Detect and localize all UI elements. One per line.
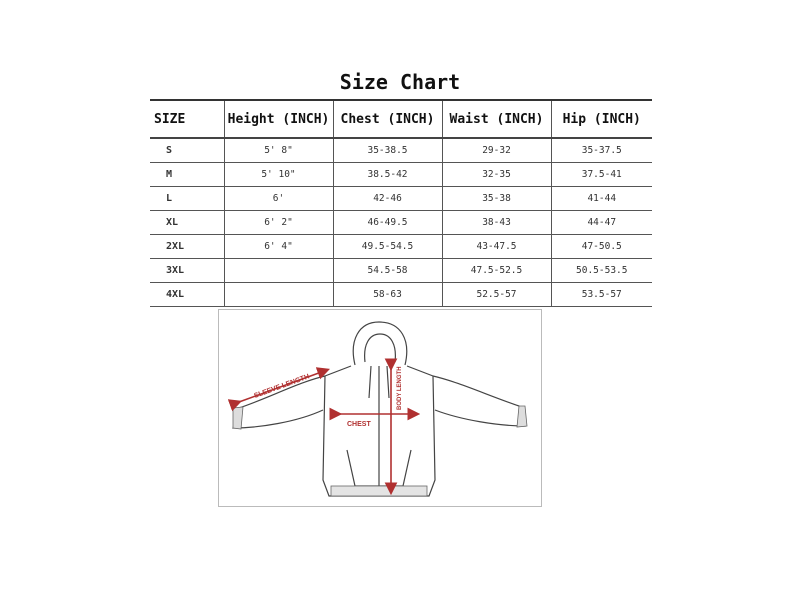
chest-cell: 38.5-42 xyxy=(333,163,442,187)
waist-cell: 29-32 xyxy=(442,138,551,163)
header-hip: Hip (INCH) xyxy=(551,100,652,138)
height-cell: 6' 2" xyxy=(224,211,333,235)
size-cell: S xyxy=(150,138,224,163)
chest-cell: 58-63 xyxy=(333,283,442,307)
header-size: SIZE xyxy=(150,100,224,138)
height-cell xyxy=(224,283,333,307)
sleeve-length-label: SLEEVE LENGTH xyxy=(253,373,311,400)
hip-cell: 47-50.5 xyxy=(551,235,652,259)
size-cell: 3XL xyxy=(150,259,224,283)
size-cell: XL xyxy=(150,211,224,235)
waistband xyxy=(331,486,427,496)
table-row xyxy=(150,138,652,163)
waist-cell: 32-35 xyxy=(442,163,551,187)
page-title: Size Chart xyxy=(339,70,461,94)
size-cell: 4XL xyxy=(150,283,224,307)
table-row xyxy=(150,259,652,283)
hood-inner xyxy=(365,334,396,362)
hip-cell: 35-37.5 xyxy=(551,138,652,163)
chest-cell: 49.5-54.5 xyxy=(333,235,442,259)
left-cuff xyxy=(233,407,243,429)
chest-cell: 42-46 xyxy=(333,187,442,211)
height-cell: 5' 8" xyxy=(224,138,333,163)
right-sleeve xyxy=(433,376,525,426)
table-header-row xyxy=(150,100,652,138)
table-row xyxy=(150,187,652,211)
body-length-label: BODY LENGTH xyxy=(397,366,403,410)
hoodie-measurement-diagram xyxy=(218,309,542,507)
size-cell: L xyxy=(150,187,224,211)
height-cell xyxy=(224,259,333,283)
size-table xyxy=(150,99,652,307)
size-cell: M xyxy=(150,163,224,187)
table-row xyxy=(150,283,652,307)
hood-outline xyxy=(353,322,406,365)
waist-cell: 38-43 xyxy=(442,211,551,235)
height-cell: 6' xyxy=(224,187,333,211)
header-waist: Waist (INCH) xyxy=(442,100,551,138)
height-cell: 6' 4" xyxy=(224,235,333,259)
size-cell: 2XL xyxy=(150,235,224,259)
waist-cell: 35-38 xyxy=(442,187,551,211)
table-row xyxy=(150,211,652,235)
header-height: Height (INCH) xyxy=(224,100,333,138)
right-cuff xyxy=(517,406,527,427)
chest-cell: 54.5-58 xyxy=(333,259,442,283)
chest-cell: 35-38.5 xyxy=(333,138,442,163)
chest-cell: 46-49.5 xyxy=(333,211,442,235)
table-row xyxy=(150,235,652,259)
hip-cell: 44-47 xyxy=(551,211,652,235)
hoodie-illustration xyxy=(219,310,541,506)
hip-cell: 41-44 xyxy=(551,187,652,211)
waist-cell: 52.5-57 xyxy=(442,283,551,307)
table-row xyxy=(150,163,652,187)
hip-cell: 37.5-41 xyxy=(551,163,652,187)
height-cell: 5' 10" xyxy=(224,163,333,187)
waist-cell: 43-47.5 xyxy=(442,235,551,259)
chest-label: CHEST xyxy=(347,421,371,428)
hip-cell: 53.5-57 xyxy=(551,283,652,307)
waist-cell: 47.5-52.5 xyxy=(442,259,551,283)
header-chest: Chest (INCH) xyxy=(333,100,442,138)
hip-cell: 50.5-53.5 xyxy=(551,259,652,283)
